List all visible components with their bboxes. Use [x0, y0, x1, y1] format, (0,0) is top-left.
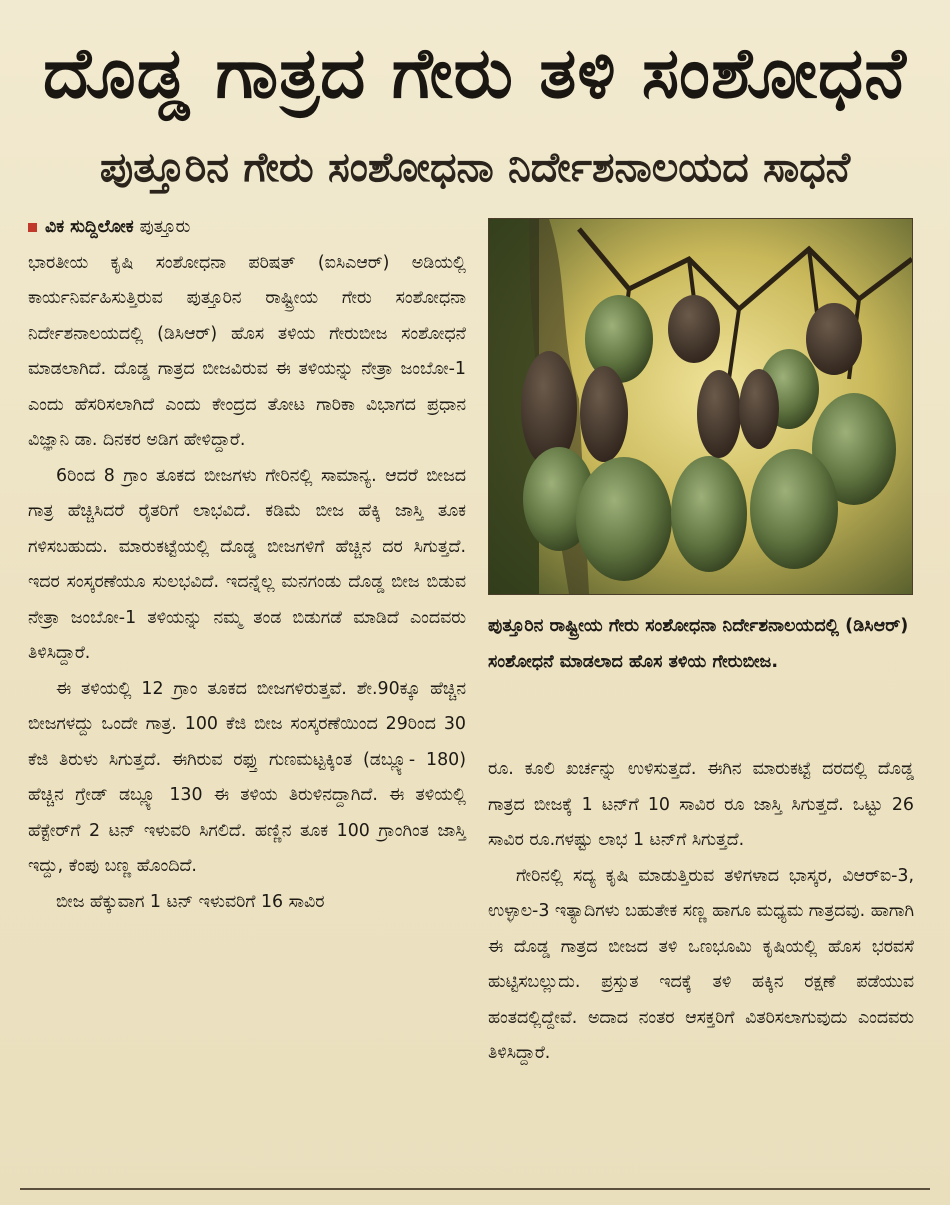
article-paragraph-3: ಈ ತಳಿಯಲ್ಲಿ 12 ಗ್ರಾಂ ತೂಕದ ಬೀಜಗಳಿರುತ್ತವೆ. ಶೇ.90ಕ್ಕೂ ಹೆಚ್ಚಿನ ಬೀಜಗಳದ್ದು ಒಂದೇ ಗಾತ್ರ. 100 ಕೆಜಿ ಬೀಜ ಸಂಸ್ಕರಣೆಯಿಂದ 29ರಿಂದ 30 ಕೆಜಿ ತಿರುಳು ಸಿಗುತ್ತದೆ. ಈಗಿರುವ ರಫ್ತು ಗುಣಮಟ್ಟಕ್ಕಿಂತ (ಡಬ್ಲ್ಯೂ- 180) ಹೆಚ್ಚಿನ ಗ್ರೇಡ್ ಡಬ್ಲ್ಯೂ 130 ಈ ತಳಿಯ ತಿರುಳಿನದ್ದಾಗಿದೆ. ಈ ತಳಿಯಲ್ಲಿ ಹೆಕ್ಟೇರ್‌ಗೆ 2 ಟನ್ ಇಳುವರಿ ಸಿಗಲಿದೆ. ಹಣ್ಣಿನ ತೂಕ 100 ಗ್ರಾಂಗಿಂತ ಜಾಸ್ತಿ ಇದ್ದು, ಕೆಂಪು ಬಣ್ಣ ಹೊಂದಿದೆ. [28, 678, 466, 876]
cashew-photo [488, 218, 913, 595]
dateline [28, 210, 466, 246]
photo-caption [488, 608, 914, 680]
left-article-column [28, 210, 466, 920]
article-paragraph-2: 6ರಿಂದ 8 ಗ್ರಾಂ ತೂಕದ ಬೀಜಗಳು ಗೇರಿನಲ್ಲಿ ಸಾಮಾನ್ಯ. ಆದರೆ ಬೀಜದ ಗಾತ್ರ ಹೆಚ್ಚಿಸಿದರೆ ರೈತರಿಗೆ ಲಾಭವಿದೆ. ಕಡಿಮೆ ಬೀಜ ಹೆಕ್ಕಿ ಜಾಸ್ತಿ ತೂಕ ಗಳಿಸಬಹುದು. ಮಾರುಕಟ್ಟೆಯಲ್ಲಿ ದೊಡ್ಡ ಬೀಜಗಳಿಗೆ ಹೆಚ್ಚಿನ ದರ ಸಿಗುತ್ತದೆ. ಇದರ ಸಂಸ್ಕರಣೆಯೂ ಸುಲಭವಿದೆ. ಇದನ್ನೆಲ್ಲ ಮನಗಂಡು ದೊಡ್ಡ ಬೀಜ ಬಿಡುವ ನೇತ್ರಾ ಜಂಬೋ-1 ತಳಿಯನ್ನು ನಮ್ಮ ತಂಡ ಬಿಡುಗಡೆ ಮಾಡಿದೆ ಎಂದವರು ತಿಳಿಸಿದ್ದಾರೆ. [28, 465, 466, 663]
cashew-fruits-illustration [489, 219, 912, 594]
photo-caption-text: ಪುತ್ತೂರಿನ ರಾಷ್ಟ್ರೀಯ ಗೇರು ಸಂಶೋಧನಾ ನಿರ್ದೇಶನಾಲಯದಲ್ಲಿ (ಡಿಸಿಆರ್) ಸಂಶೋಧನೆ ಮಾಡಲಾದ ಹೊಸ ತಳಿಯ ಗೇರುಬೀಜ. [488, 616, 909, 672]
dateline-bullet-icon [28, 223, 37, 232]
dateline-place: ಪುತ್ತೂರು [139, 217, 191, 237]
headline: ದೊಡ್ಡ ಗಾತ್ರದ ಗೇರು ತಳಿ ಸಂಶೋಧನೆ [43, 32, 907, 114]
article-paragraph-6: ಗೇರಿನಲ್ಲಿ ಸದ್ಯ ಕೃಷಿ ಮಾಡುತ್ತಿರುವ ತಳಿಗಳಾದ ಭಾಸ್ಕರ, ವಿಆರ್‌ಐ-3, ಉಳ್ಳಾಲ-3 ಇತ್ಯಾದಿಗಳು ಬಹುತೇಕ ಸಣ್ಣ ಹಾಗೂ ಮಧ್ಯಮ ಗಾತ್ರದವು. ಹಾಗಾಗಿ ಈ ದೊಡ್ಡ ಗಾತ್ರದ ಬೀಜದ ತಳಿ ಒಣಭೂಮಿ ಕೃಷಿಯಲ್ಲಿ ಹೊಸ ಭರವಸೆ ಹುಟ್ಟಿಸಬಲ್ಲುದು. ಪ್ರಸ್ತುತ ಇದಕ್ಕೆ ತಳಿ ಹಕ್ಕಿನ ರಕ್ಷಣೆ ಪಡೆಯುವ ಹಂತದಲ್ಲಿದ್ದೇವೆ. ಅದಾದ ನಂತರ ಆಸಕ್ತರಿಗೆ ವಿತರಿಸಲಾಗುವುದು ಎಂದವರು ತಿಳಿಸಿದ್ದಾರೆ. [488, 865, 914, 1063]
article-paragraph-4: ಬೀಜ ಹೆಕ್ಕುವಾಗ 1 ಟನ್ ಇಳುವರಿಗೆ 16 ಸಾವಿರ [56, 891, 325, 912]
article-paragraph-5: ರೂ. ಕೂಲಿ ಖರ್ಚನ್ನು ಉಳಿಸುತ್ತದೆ. ಈಗಿನ ಮಾರುಕಟ್ಟೆ ದರದಲ್ಲಿ ದೊಡ್ಡ ಗಾತ್ರದ ಬೀಜಕ್ಕೆ 1 ಟನ್‌ಗೆ 10 ಸಾವಿರ ರೂ ಜಾಸ್ತಿ ಸಿಗುತ್ತದೆ. ಒಟ್ಟು 26 ಸಾವಿರ ರೂ.ಗಳಷ್ಟು ಲಾಭ 1 ಟನ್‌ಗೆ ಸಿಗುತ್ತದೆ. [488, 759, 914, 850]
subheadline: ಪುತ್ತೂರಿನ ಗೇರು ಸಂಶೋಧನಾ ನಿರ್ದೇಶನಾಲಯದ ಸಾಧನೆ [99, 143, 851, 191]
bottom-divider [20, 1188, 930, 1190]
dateline-source: ವಿಕ ಸುದ್ದಿಲೋಕ [45, 217, 134, 237]
right-article-column [488, 752, 914, 1072]
article-paragraph-1: ಭಾರತೀಯ ಕೃಷಿ ಸಂಶೋಧನಾ ಪರಿಷತ್ (ಐಸಿಎಆರ್) ಅಡಿಯಲ್ಲಿ ಕಾರ್ಯನಿರ್ವಹಿಸುತ್ತಿರುವ ಪುತ್ತೂರಿನ ರಾಷ್ಟ್ರೀಯ ಗೇರು ಸಂಶೋಧನಾ ನಿರ್ದೇಶನಾಲಯದಲ್ಲಿ (ಡಿಸಿಆರ್) ಹೊಸ ತಳಿಯ ಗೇರುಬೀಜ ಸಂಶೋಧನೆ ಮಾಡಲಾಗಿದೆ. ದೊಡ್ಡ ಗಾತ್ರದ ಬೀಜವಿರುವ ಈ ತಳಿಯನ್ನು ನೇತ್ರಾ ಜಂಬೋ-1 ಎಂದು ಹೆಸರಿಸಲಾಗಿದೆ ಎಂದು ಕೇಂದ್ರದ ತೋಟ ಗಾರಿಕಾ ವಿಭಾಗದ ಪ್ರಧಾನ ವಿಜ್ಞಾನಿ ಡಾ. ದಿನಕರ ಅಡಿಗ ಹೇಳಿದ್ದಾರೆ. [28, 252, 466, 450]
